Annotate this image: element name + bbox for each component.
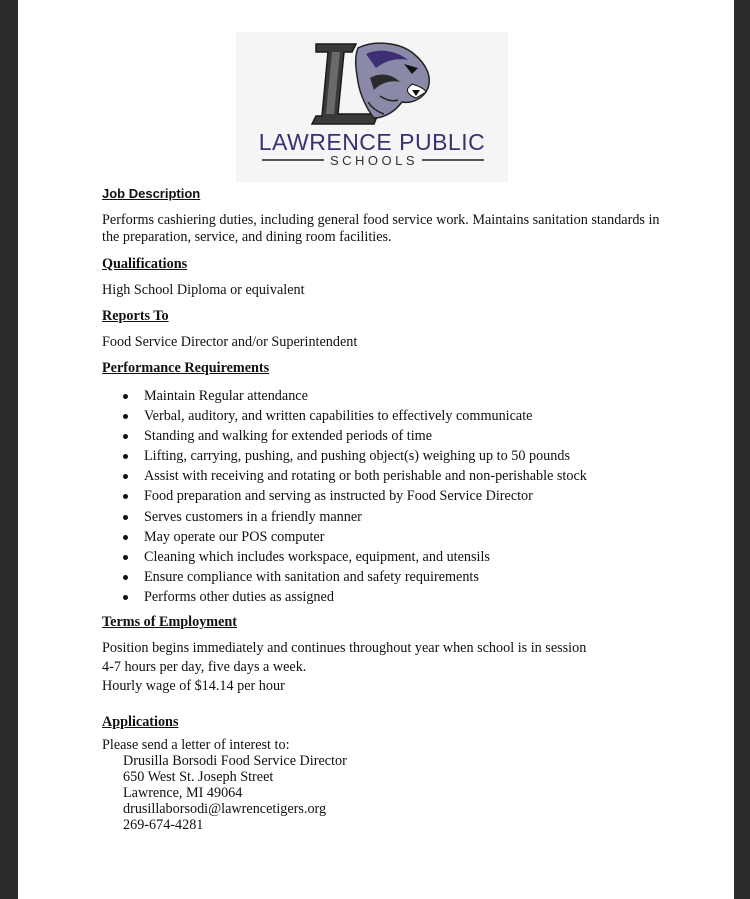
left-dark-border <box>0 0 18 899</box>
logo-subtitle: SCHOOLS <box>329 152 419 168</box>
list-item-text: Ensure compliance with sanitation and safety requirements <box>144 568 479 585</box>
bullet-icon <box>123 494 128 499</box>
bullet-icon <box>123 595 128 600</box>
terms-heading: Terms of Employment <box>102 614 238 630</box>
tiger-mascot-logo <box>308 38 438 133</box>
list-item-text: Food preparation and serving as instructed by Food Service Director <box>144 488 533 505</box>
list-item-text: Assist with receiving and rotating or both perishable and non-perishable stock <box>144 468 587 485</box>
bullet-icon <box>123 454 128 459</box>
list-item-text: Performs other duties as assigned <box>144 588 334 605</box>
right-dark-border <box>734 0 750 899</box>
list-item <box>102 587 587 607</box>
list-item <box>102 567 587 587</box>
list-item-text: Standing and walking for extended periods of time <box>144 428 433 445</box>
bullet-icon <box>123 555 128 560</box>
bullet-icon <box>123 434 128 439</box>
list-item-text: Cleaning which includes workspace, equipment, and utensils <box>144 548 490 565</box>
applications-heading: Applications <box>102 714 179 730</box>
bullet-icon <box>123 575 128 580</box>
logo-rule-right <box>422 159 484 161</box>
list-item <box>102 426 587 446</box>
list-item <box>102 406 587 426</box>
list-item-text: Maintain Regular attendance <box>144 388 308 404</box>
qualifications-text: High School Diploma or equivalent <box>102 282 305 298</box>
qualifications-heading: Qualifications <box>102 256 188 272</box>
logo-rule-left <box>262 159 324 161</box>
list-item-text: Lifting, carrying, pushing, and pushing object(s) weighing up to 50 pounds <box>144 448 570 465</box>
list-item <box>102 466 587 486</box>
list-item <box>102 527 587 547</box>
contact-phone: 269-674-4281 <box>123 817 204 833</box>
terms-line: Position begins immediately and continues throughout year when school is in session <box>102 640 587 656</box>
job-description-text: Performs cashiering duties, including general food service work. Maintains sanitation standards in the preparation, service, and dining room facilities. <box>102 212 660 245</box>
terms-line: Hourly wage of $14.14 per hour <box>102 678 285 694</box>
list-item-text: Serves customers in a friendly manner <box>144 508 362 525</box>
list-item <box>102 446 587 466</box>
list-item-text: Verbal, auditory, and written capabilities to effectively communicate <box>144 408 533 425</box>
contact-city: Lawrence, MI 49064 <box>123 785 243 801</box>
list-item <box>102 547 587 567</box>
terms-line: 4-7 hours per day, five days a week. <box>102 659 307 675</box>
contact-street: 650 West St. Joseph Street <box>123 769 274 785</box>
contact-email: drusillaborsodi@lawrencetigers.org <box>123 801 327 817</box>
bullet-icon <box>123 394 128 399</box>
applications-intro: Please send a letter of interest to: <box>102 737 290 753</box>
contact-name: Drusilla Borsodi Food Service Director <box>123 753 347 769</box>
bullet-icon <box>123 515 128 520</box>
list-item <box>102 386 587 406</box>
document-page <box>18 0 734 899</box>
bullet-icon <box>123 414 128 419</box>
list-item-text: May operate our POS computer <box>144 528 325 545</box>
logo-title: LAWRENCE PUBLIC <box>258 129 486 155</box>
performance-list <box>102 386 587 607</box>
bullet-icon <box>123 535 128 540</box>
logo-subtitle-row <box>262 152 484 168</box>
reports-to-text: Food Service Director and/or Superintendent <box>102 334 358 350</box>
bullet-icon <box>123 474 128 479</box>
list-item <box>102 507 587 527</box>
job-description-heading: Job Description <box>102 186 201 201</box>
school-logo <box>236 32 508 182</box>
performance-heading: Performance Requirements <box>102 360 270 376</box>
reports-to-heading: Reports To <box>102 308 169 324</box>
list-item <box>102 486 587 506</box>
